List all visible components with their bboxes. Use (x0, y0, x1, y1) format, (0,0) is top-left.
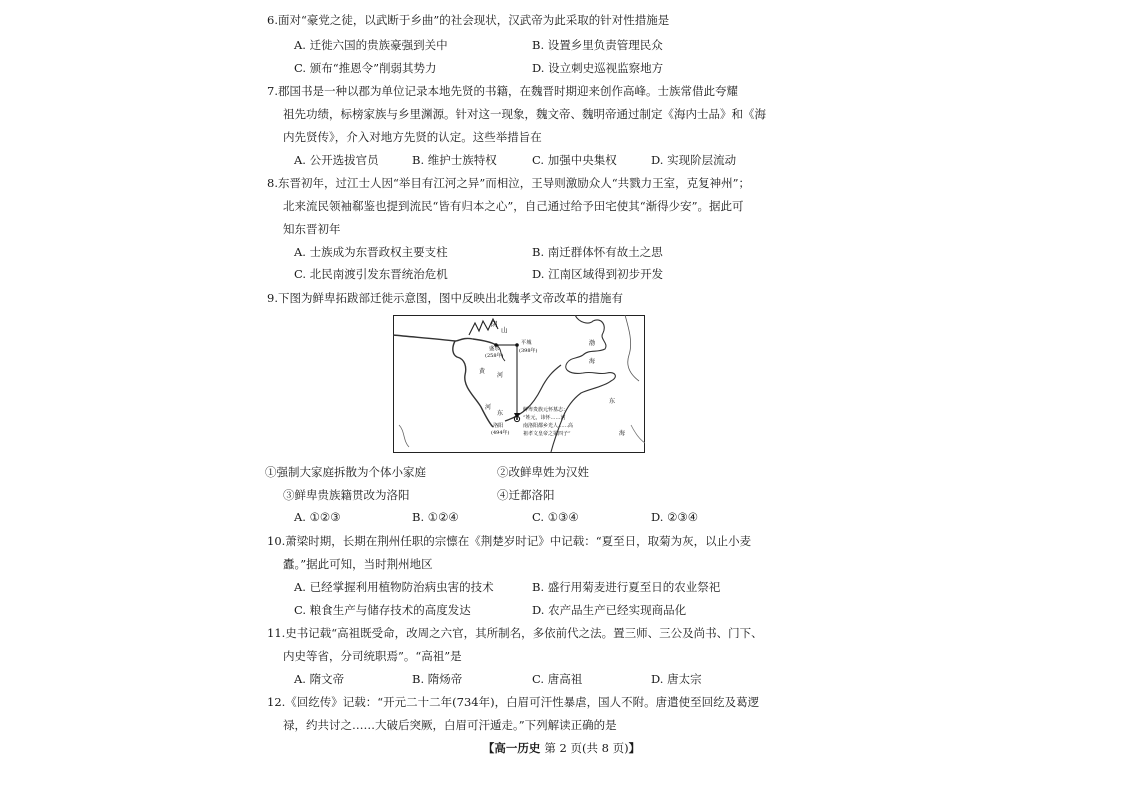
q11-stem-line1: 11.史书记载“高祖既受命，改周之六官，其所制名，多依前代之法。置三师、三公及尚书、门下、 (267, 626, 763, 640)
map-note-line4: 祖孝文皇帝之第四子” (523, 431, 571, 437)
q10-stem-line1: 10.萧梁时期，长期在荆州任职的宗懔在《荆楚岁时记》中记载：“夏至日，取菊为灰，以止小麦 (267, 534, 752, 548)
map-note-line1: 鲜卑贵族元怀墓志： (523, 407, 569, 413)
map-label-luoyang: 洛阳 (493, 423, 504, 429)
map-label-yin: 阴 (491, 320, 498, 328)
q9-item-2: ②改鲜卑姓为汉姓 (497, 465, 589, 479)
q8-option-d: D. 江南区域得到初步开发 (532, 267, 664, 281)
map-label-river-huang: 黄 (479, 368, 486, 375)
q10-stem-line2: 蠹。”据此可知，当时荆州地区 (283, 557, 433, 571)
q9-option-a: A. ①②③ (294, 510, 341, 524)
q9-option-d: D. ②③④ (651, 510, 699, 524)
q7-option-d: D. 实现阶层流动 (651, 153, 737, 167)
map-label-bohai-2: 海 (589, 358, 596, 365)
q7-stem-line3: 内先贤传》，介入对地方先贤的认定。这些举措旨在 (283, 130, 542, 144)
map-label-river-dong: 东 (497, 410, 504, 417)
q6-option-c: C. 颁布“推恩令”削弱其势力 (294, 61, 437, 75)
q11-stem-line2: 内史等省，分司统职焉”。“高祖”是 (283, 649, 462, 663)
q9-item-3: ③鲜卑贵族籍贯改为洛阳 (283, 488, 410, 502)
map-label-shan: 山 (501, 326, 508, 334)
q9-option-b: B. ①②④ (412, 510, 459, 524)
q11-option-d: D. 唐太宗 (651, 672, 702, 686)
map-note-line3: 南洛阳都乡光人……高 (523, 423, 574, 429)
q7-option-a: A. 公开选拔官员 (294, 153, 379, 167)
q10-option-d: D. 农产品生产已经实现商品化 (532, 603, 687, 617)
q8-option-b: B. 南迁群体怀有故土之思 (532, 245, 663, 259)
page-footer (0, 740, 1123, 756)
q10-option-b: B. 盛行用菊麦进行夏至日的农业祭祀 (532, 580, 721, 594)
q6-option-d: D. 设立刺史巡视监察地方 (532, 61, 664, 75)
q7-option-c: C. 加强中央集权 (532, 153, 617, 167)
q7-stem-line2: 祖先功绩，标榜家族与乡里渊源。针对这一现象，魏文帝、魏明帝通过制定《海内士品》和《海 (283, 107, 766, 121)
xianbei-migration-map (393, 315, 645, 453)
map-label-pingcheng: 平城 (521, 340, 532, 346)
q11-option-b: B. 隋炀帝 (412, 672, 463, 686)
q10-option-a: A. 已经掌握利用植物防治病虫害的技术 (294, 580, 494, 594)
q8-option-c: C. 北民南渡引发东晋统治危机 (294, 267, 448, 281)
q8-stem-line1: 8.东晋初年，过江士人因“举目有江河之异”而相泣，王导则激励众人“共戮力王室，克复神州”； (267, 176, 750, 190)
map-label-donghai-2: 海 (619, 430, 626, 437)
q6-option-a: A. 迁徙六国的贵族豪强到关中 (294, 38, 448, 52)
q6-option-b: B. 设置乡里负责管理民众 (532, 38, 663, 52)
q12-stem-line2: 禄，约共讨之……大破后突厥，白眉可汗遁走。”下列解读正确的是 (283, 718, 617, 732)
q9-option-c: C. ①③④ (532, 510, 579, 524)
q6-stem: 6.面对“豪党之徒，以武断于乡曲”的社会现状，汉武帝为此采取的针对性措施是 (267, 13, 670, 27)
map-label-shengle: 盛乐 (489, 346, 500, 352)
q8-option-a: A. 士族成为东晋政权主要支柱 (294, 245, 448, 259)
q11-option-c: C. 唐高祖 (532, 672, 583, 686)
q8-stem-line3: 知东晋初年 (283, 222, 341, 236)
map-note-line2: “姓元，讳怀……河 (523, 415, 566, 421)
footer-subject: 【高一历史 (482, 741, 541, 755)
q9-item-4: ④迁都洛阳 (497, 488, 555, 502)
map-label-donghai-1: 东 (609, 398, 616, 405)
footer-page-number: 第 2 页(共 8 页) (544, 741, 629, 755)
map-label-luoyang-year: (494年) (491, 430, 510, 436)
map-label-river-he-2: 河 (485, 404, 492, 411)
q11-option-a: A. 隋文帝 (294, 672, 345, 686)
q12-stem-line1: 12.《回纥传》记载：“开元二十二年(734年)，白眉可汗性暴虐，国人不附。唐遣使至回纥及葛逻 (267, 695, 760, 709)
q9-item-1: ①强制大家庭拆散为个体小家庭 (265, 465, 426, 479)
q8-stem-line2: 北来流民领袖郗鉴也提到流民“皆有归本之心”，自己通过给予田宅使其“渐得少安”。据此可 (283, 199, 744, 213)
q7-option-b: B. 维护士族特权 (412, 153, 497, 167)
q10-option-c: C. 粮食生产与储存技术的高度发达 (294, 603, 471, 617)
map-label-pingcheng-year: (398年) (519, 348, 538, 354)
map-label-bohai-1: 渤 (589, 340, 596, 347)
map-label-shengle-year: (258年) (485, 353, 504, 359)
map-label-river-he: 河 (497, 372, 504, 379)
q7-stem-line1: 7.郡国书是一种以郡为单位记录本地先贤的书籍，在魏晋时期迎来创作高峰。士族常借此夸耀 (267, 84, 738, 98)
q9-stem: 9.下图为鲜卑拓跋部迁徙示意图，图中反映出北魏孝文帝改革的措施有 (267, 291, 623, 305)
footer-bracket: 】 (628, 741, 641, 755)
